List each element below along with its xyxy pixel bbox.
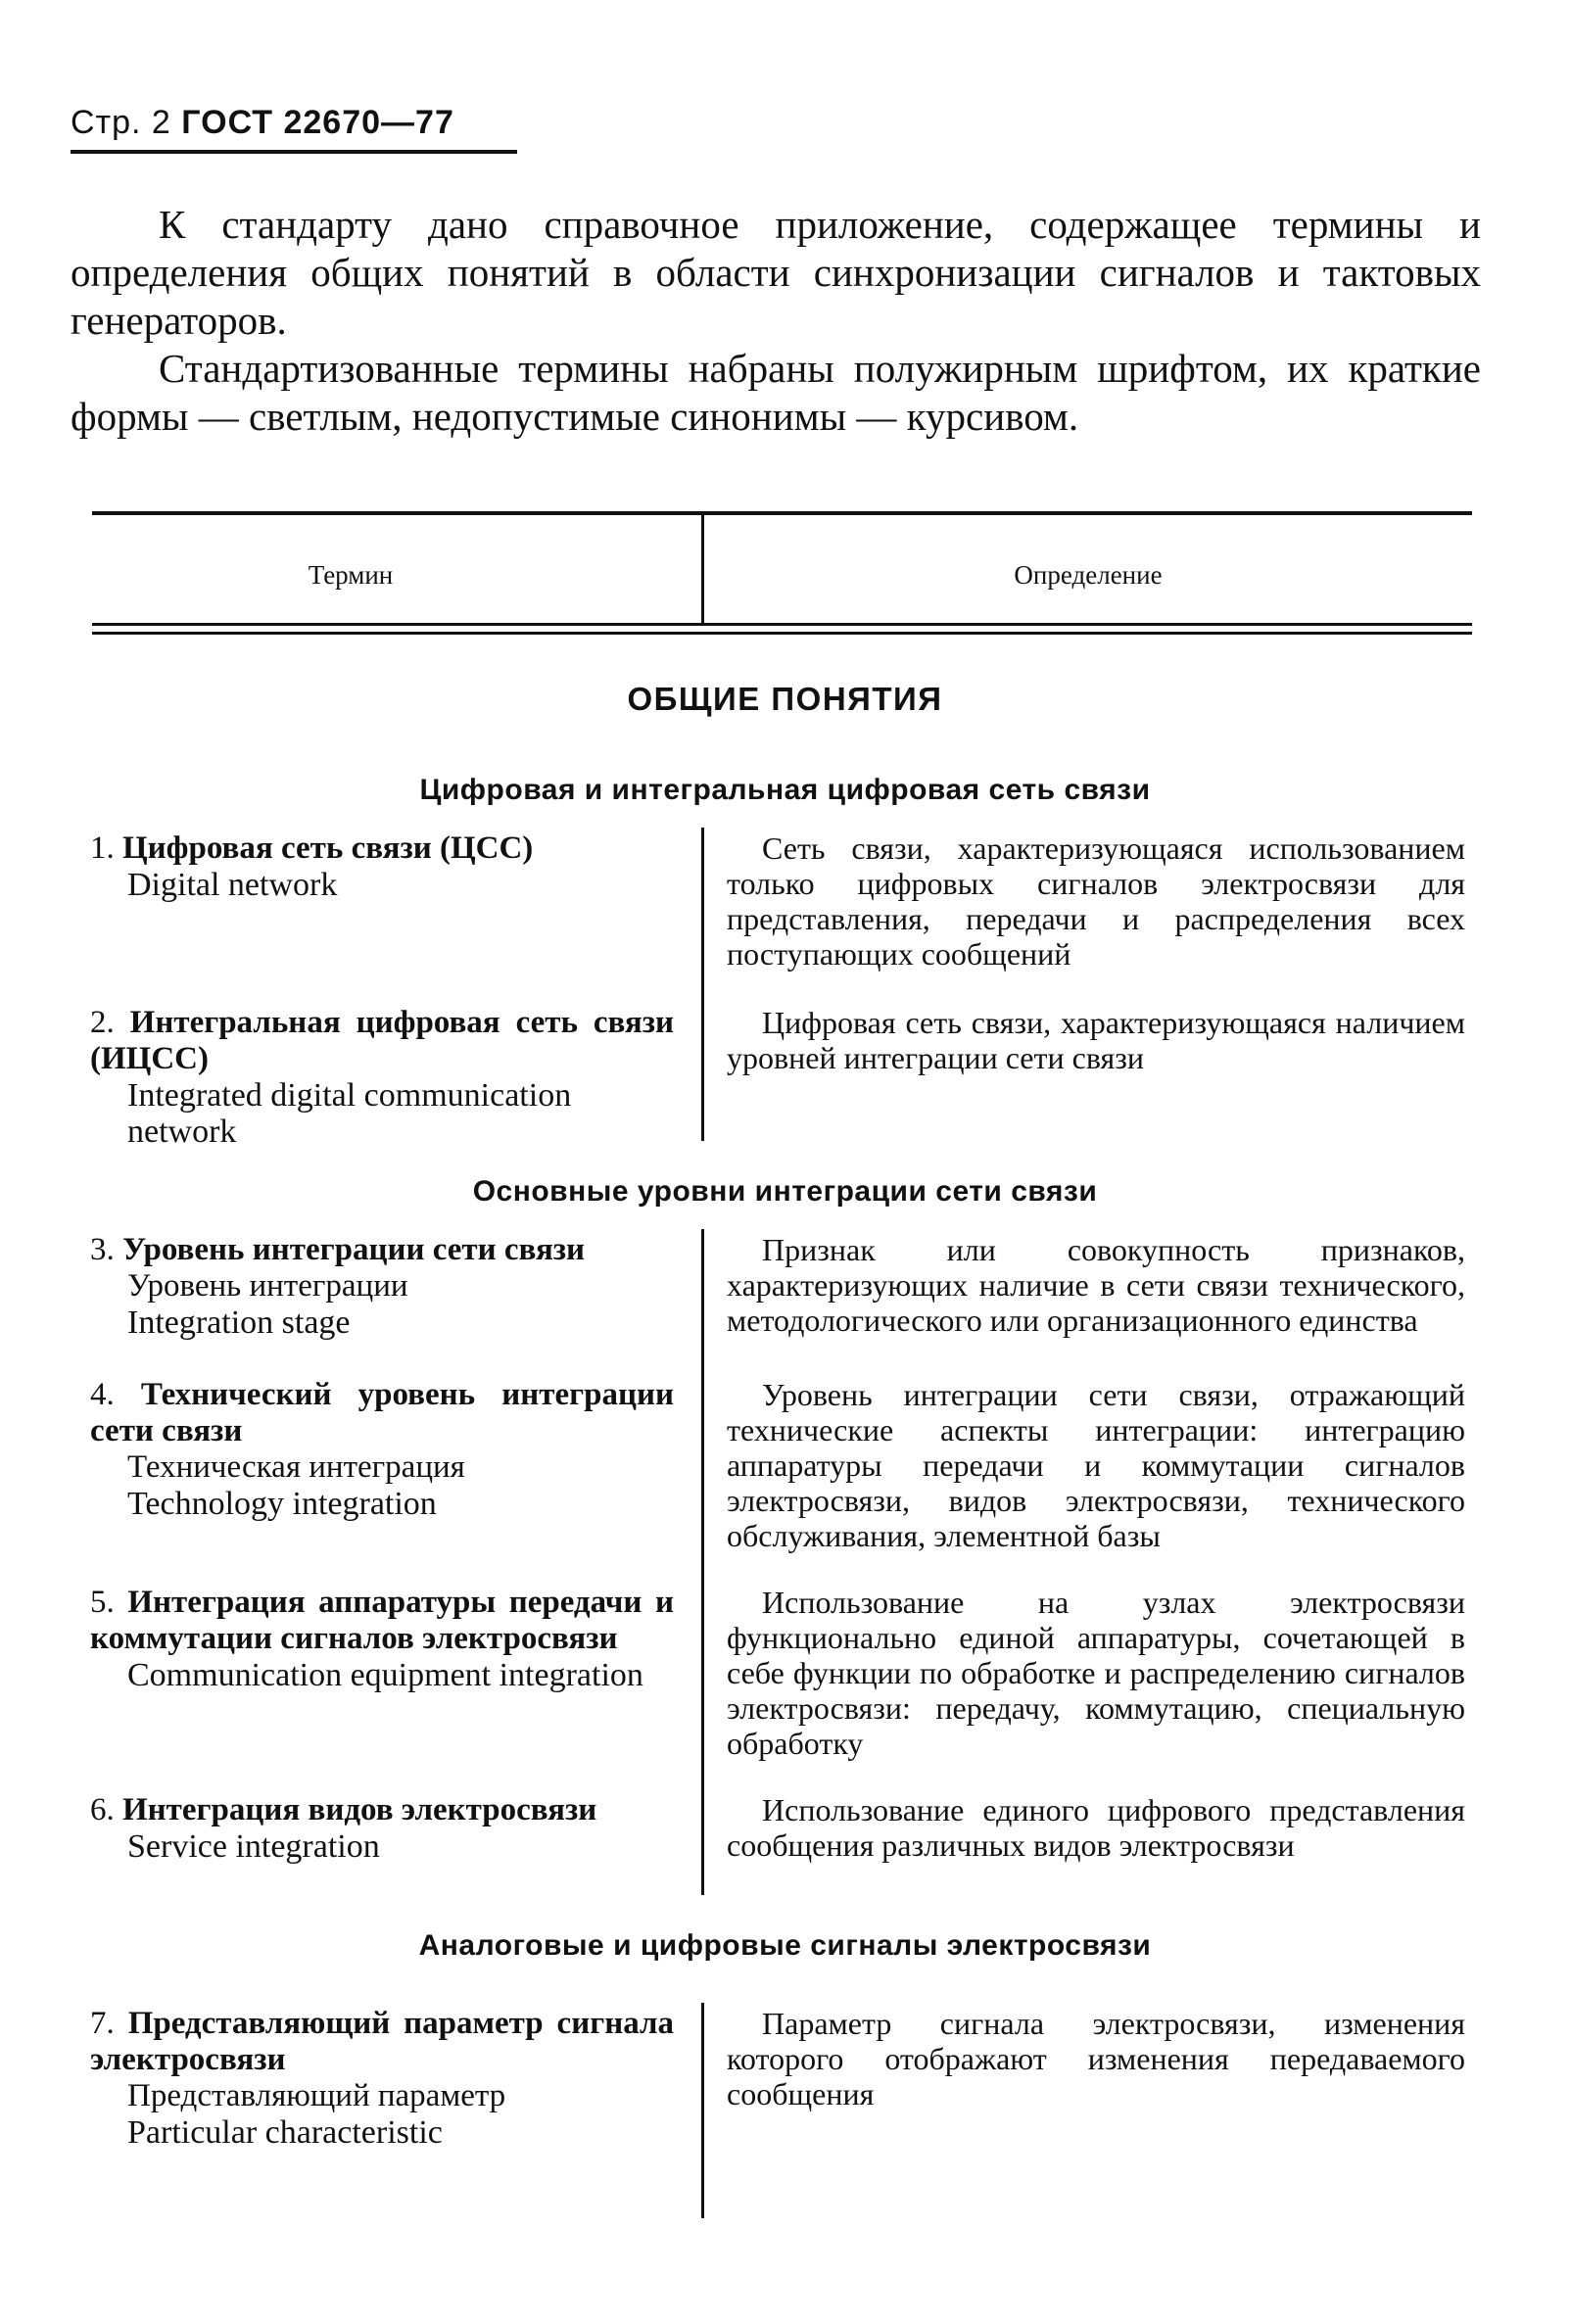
column-header-term: Термин — [308, 560, 394, 590]
term-definition: Сеть связи, характеризующаяся использованием только цифровых сигналов электросвязи для представления, передачи и распределения всех поступающих сообщений — [727, 830, 1465, 972]
term-synonym: Digital network — [127, 867, 338, 903]
column-divider — [701, 828, 704, 1141]
term-short-form: Уровень интеграции — [127, 1268, 408, 1304]
term-definition: Цифровая сеть связи, характеризующаяся наличием уровней интеграции сети связи — [727, 1005, 1465, 1075]
term-definition: Использование единого цифрового представления сообщения различных видов электросвязи — [727, 1792, 1465, 1863]
term-number: 5. — [90, 1585, 115, 1620]
column-divider — [701, 1229, 704, 1895]
term-definition: Параметр сигнала электросвязи, изменения которого отображают изменения передаваемого сообщения — [727, 2006, 1465, 2111]
term-synonym: Communication equipment integration — [127, 1657, 643, 1693]
term-definition: Уровень интеграции сети связи, отражающий технические аспекты интеграции: интеграцию аппаратуры передачи и коммутации сигналов электросвязи, видов электросвязи, технического обслуживания, элементной базы — [727, 1377, 1465, 1553]
term-name: Интеграция видов электросвязи — [122, 1792, 597, 1827]
standard-number: ГОСТ 22670—77 — [181, 104, 454, 141]
group-title: Цифровая и интегральная цифровая сеть связи — [419, 774, 1151, 806]
term-name: Технический уровень интеграции сети связи — [90, 1377, 675, 1448]
term-entry — [90, 1232, 674, 1341]
term-synonym: Integration stage — [127, 1304, 351, 1341]
column-header-definition: Определение — [1014, 560, 1163, 590]
group-title: Аналоговые и цифровые сигналы электросвязи — [418, 1929, 1152, 1962]
term-name: Уровень интеграции сети связи — [122, 1232, 586, 1267]
term-entry — [90, 1377, 674, 1522]
term-number: 2. — [90, 1005, 115, 1040]
term-short-form: Техническая интеграция — [127, 1449, 465, 1485]
term-definition: Признак или совокупность признаков, характеризующих наличие в сети связи технического, методологического или организационного единства — [727, 1232, 1465, 1338]
section-title: ОБЩИЕ ПОНЯТИЯ — [627, 681, 943, 717]
table-top-rule — [92, 511, 1472, 515]
term-synonym: Service integration — [127, 1828, 380, 1865]
intro-paragraph-1: К стандарту дано справочное приложение, содержащее термины и определения общих понятий в области синхронизации сигналов и тактовых генераторов. — [71, 202, 1481, 343]
term-synonym: Integrated digital communication network — [127, 1077, 572, 1150]
page-header — [71, 104, 454, 142]
term-name: Интегральная цифровая сеть связи (ИЦСС) — [90, 1005, 674, 1076]
term-synonym: Particular characteristic — [127, 2114, 443, 2151]
table-header-rule-1 — [92, 623, 1472, 626]
term-number: 6. — [90, 1792, 115, 1827]
intro-paragraph-2: Стандартизованные термины набраны полужирным шрифтом, их краткие формы — светлым, недопустимые синонимы — курсивом. — [71, 346, 1481, 439]
term-name: Цифровая сеть связи (ЦСС) — [122, 830, 534, 866]
group-title: Основные уровни интеграции сети связи — [472, 1175, 1098, 1208]
term-name: Представляющий параметр сигнала электросвязи — [90, 2006, 675, 2077]
table-header-rule-2 — [92, 632, 1472, 635]
term-definition: Использование на узлах электросвязи функционально единой аппаратуры, сочетающей в себе функции по обработке и распределению сигналов электросвязи: передачу, коммутацию, специальную обработку — [727, 1585, 1465, 1761]
intro-text — [71, 201, 1481, 441]
term-number: 4. — [90, 1377, 115, 1412]
term-number: 7. — [90, 2006, 115, 2041]
term-synonym: Technology integration — [127, 1486, 437, 1522]
term-short-form: Представляющий параметр — [127, 2078, 506, 2113]
header-rule — [71, 150, 517, 154]
term-number: 3. — [90, 1232, 115, 1267]
term-name: Интеграция аппаратуры передачи и коммутации сигналов электросвязи — [90, 1585, 675, 1656]
term-number: 1. — [90, 830, 115, 866]
page-number: Стр. 2 — [71, 104, 171, 141]
term-entry — [90, 2006, 674, 2151]
term-entry — [90, 830, 674, 903]
term-entry — [90, 1792, 674, 1865]
column-divider — [701, 2003, 704, 2218]
term-entry — [90, 1585, 674, 1693]
term-entry — [90, 1005, 674, 1150]
